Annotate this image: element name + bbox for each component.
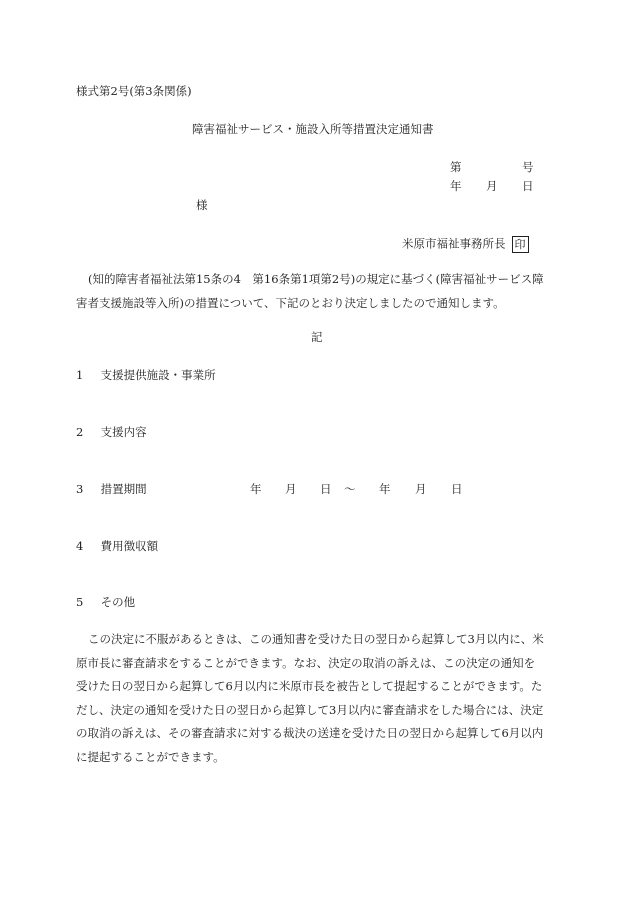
period-end-year: 年 <box>379 482 391 496</box>
item-5 <box>76 597 135 609</box>
issuer-name: 米原市福祉事務所長 <box>402 236 506 251</box>
period-end-day: 日 <box>451 482 463 496</box>
intro-paragraph: (知的障害者福祉法第15条の4 第16条第1項第2号)の規定に基づく(障害福祉サービス障害者支援施設等入所)の措置について、下記のとおり決定しましたので通知します。 <box>76 272 544 310</box>
item-3-label: 措置期間 <box>100 482 147 496</box>
period-start-month: 月 <box>285 482 297 496</box>
item-1-label: 支援提供施設・事業所 <box>100 368 216 382</box>
form-number: 様式第2号(第3条関係) <box>76 84 192 98</box>
period-start-day: 日 <box>320 482 332 496</box>
issuer-line <box>402 236 529 253</box>
appeal-notice-paragraph: この決定に不服があるときは、この通知書を受けた日の翌日から起算して3月以内に、米原市長に審査請求をすることができます。なお、決定の取消の訴えは、この決定の通知を受けた日の翌日から起算して6月以内に米原市長を被告として提起することができます。ただし、決定の通知を受けた日の翌日から起算して3月以内に審査請求をした場合には、決定の取消の訴えは、その審査請求に対する裁決の送達を受けた日の翌日から起算して6月以内に提起することができます。 <box>76 632 544 764</box>
item-2 <box>76 427 147 439</box>
item-1 <box>76 370 216 382</box>
ki-heading: 記 <box>311 330 323 344</box>
document-title: 障害福祉サービス・施設入所等措置決定通知書 <box>192 122 434 136</box>
doc-number-suffix: 号 <box>522 160 534 174</box>
item-3-number: 3 <box>76 482 84 496</box>
seal-mark: 印 <box>512 236 529 253</box>
item-5-number: 5 <box>76 595 84 609</box>
date-day: 日 <box>522 179 534 193</box>
item-3 <box>76 484 147 496</box>
item-2-number: 2 <box>76 425 84 439</box>
date-month: 月 <box>486 179 498 193</box>
item-4-label: 費用徴収額 <box>100 539 159 553</box>
addressee-suffix: 様 <box>196 198 208 212</box>
doc-number-prefix: 第 <box>450 160 462 174</box>
item-1-number: 1 <box>76 368 84 382</box>
period-start-year: 年 <box>250 482 262 496</box>
item-2-label: 支援内容 <box>100 425 147 439</box>
item-5-label: その他 <box>100 595 136 609</box>
date-year: 年 <box>450 179 462 193</box>
item-4 <box>76 541 158 553</box>
period-end-month: 月 <box>415 482 427 496</box>
item-4-number: 4 <box>76 539 84 553</box>
period-tilde: 〜 <box>344 482 356 496</box>
